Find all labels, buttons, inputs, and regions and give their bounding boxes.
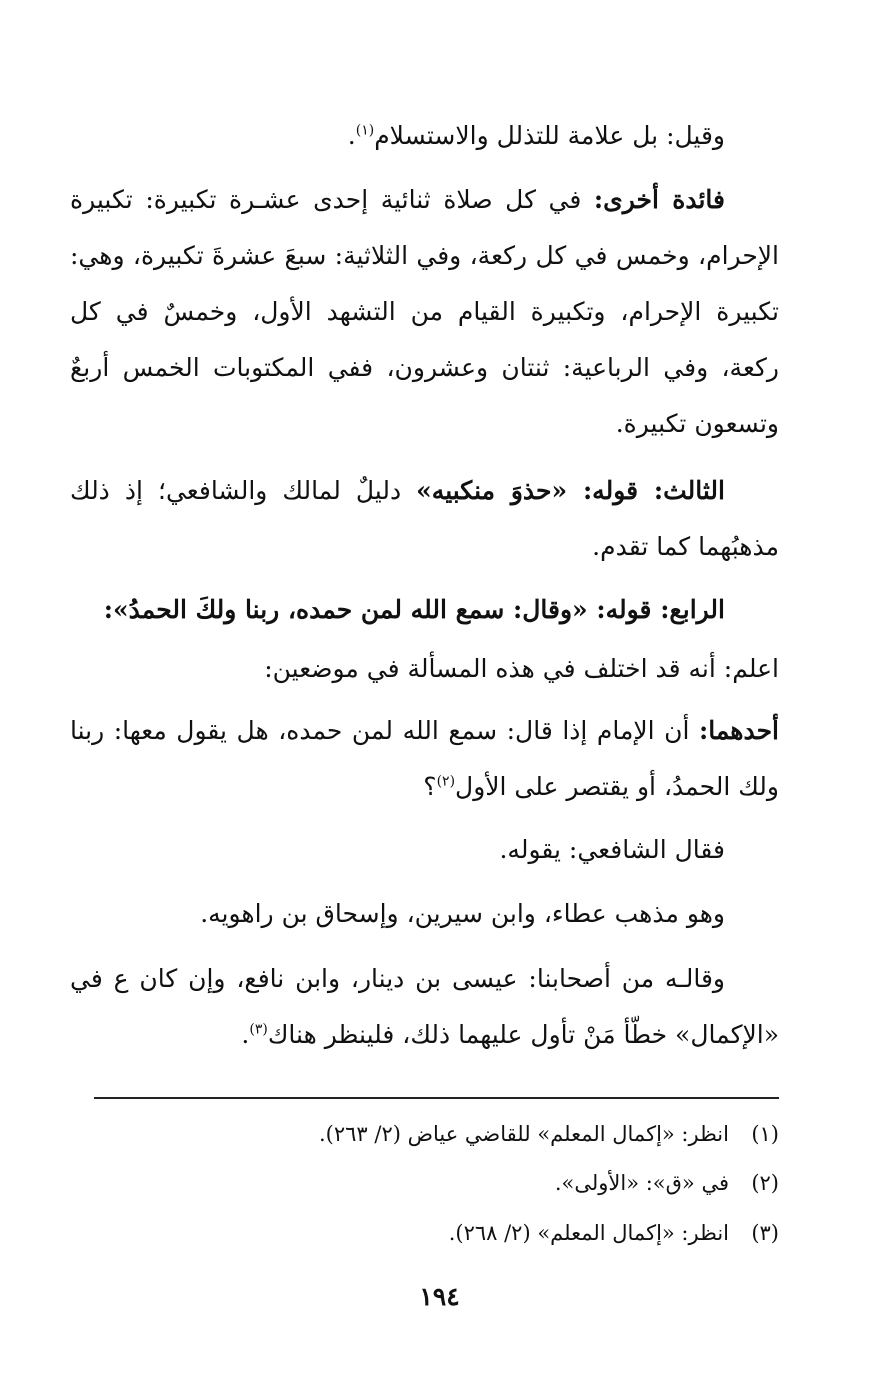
paragraph-1 xyxy=(70,108,779,164)
footnote-ref-2[interactable]: (٢) xyxy=(436,773,456,790)
paragraph-9 xyxy=(70,951,779,1063)
paragraph-2 xyxy=(70,172,779,452)
footnote-number: (١) xyxy=(751,1122,779,1146)
footnote-number: (٣) xyxy=(751,1221,779,1245)
footnote-text: انظر: «إكمال المعلم» (٢/ ٢٦٨). xyxy=(448,1221,729,1245)
footnote-text: انظر: «إكمال المعلم» للقاضي عياض (٢/ ٢٦٣). xyxy=(318,1122,729,1146)
footnote-3 xyxy=(79,1213,779,1253)
paragraph-text: وقيل: بل علامة للتذلل والاستسلام xyxy=(374,121,725,150)
paragraph-lead: أحدهما: xyxy=(698,716,779,745)
paragraph-4 xyxy=(70,582,779,638)
footnote-2 xyxy=(79,1163,779,1203)
paragraph-text: فقال الشافعي: يقوله. xyxy=(499,835,725,864)
footnote-ref-3[interactable]: (٣) xyxy=(249,1021,268,1038)
footnote-separator xyxy=(94,1097,779,1099)
paragraph-8 xyxy=(70,886,779,942)
footnote-text: في «ق»: «الأولى». xyxy=(554,1171,729,1195)
paragraph-text: اعلم: أنه قد اختلف في هذه المسألة في موضعين: xyxy=(264,654,779,683)
paragraph-text: أن الإمام إذا قال: سمع الله لمن حمده، هل يقول معها: ربنا ولك الحمدُ، أو يقتصر على الأول xyxy=(70,716,779,801)
footnote-ref-1[interactable]: (١) xyxy=(355,122,375,139)
paragraph-lead: الثالث: قوله: «حذوَ منكبيه» xyxy=(416,476,725,505)
paragraph-3 xyxy=(70,463,779,575)
paragraph-text: دليلٌ لمالك والشافعي؛ إذ ذلك مذهبُهما كما تقدم. xyxy=(70,476,779,561)
paragraph-lead: فائدة أخرى: xyxy=(593,185,725,214)
paragraph-text: وهو مذهب عطاء، وابن سيرين، وإسحاق بن راهويه. xyxy=(200,899,725,928)
paragraph-tail: . xyxy=(241,1020,250,1049)
paragraph-tail: ؟ xyxy=(423,772,437,801)
paragraph-lead: الرابع: قوله: «وقال: سمع الله لمن حمده، ربنا ولكَ الحمدُ»: xyxy=(103,595,725,624)
paragraph-tail: . xyxy=(347,121,356,150)
paragraph-text: في كل صلاة ثنائية إحدى عشـرة تكبيرة: تكبيرة الإحرام، وخمس في كل ركعة، وفي الثلاثية: سبعَ عشرةَ تكبيرة، وهي: تكبيرة الإحرام، وتكبيرة القيام من التشهد الأول، وخمسٌ في كل ركعة، وفي الرباعية: ثنتان وعشرون، ففي المكتوبات الخمس أربعٌ وتسعون تكبيرة. xyxy=(70,185,779,438)
paragraph-7 xyxy=(70,822,779,878)
footnote-number: (٢) xyxy=(751,1171,779,1195)
paragraph-5 xyxy=(70,641,779,697)
paragraph-6 xyxy=(70,703,779,815)
footnote-1 xyxy=(79,1114,779,1154)
paragraph-text: وقالـه من أصحابنا: عيسى بن دينار، وابن نافع، وإن كان ع في «الإكمال» خطّأ مَنْ تأول عليهما ذلك، فلينظر هناك xyxy=(70,964,779,1049)
page-number: ١٩٤ xyxy=(419,1282,460,1311)
